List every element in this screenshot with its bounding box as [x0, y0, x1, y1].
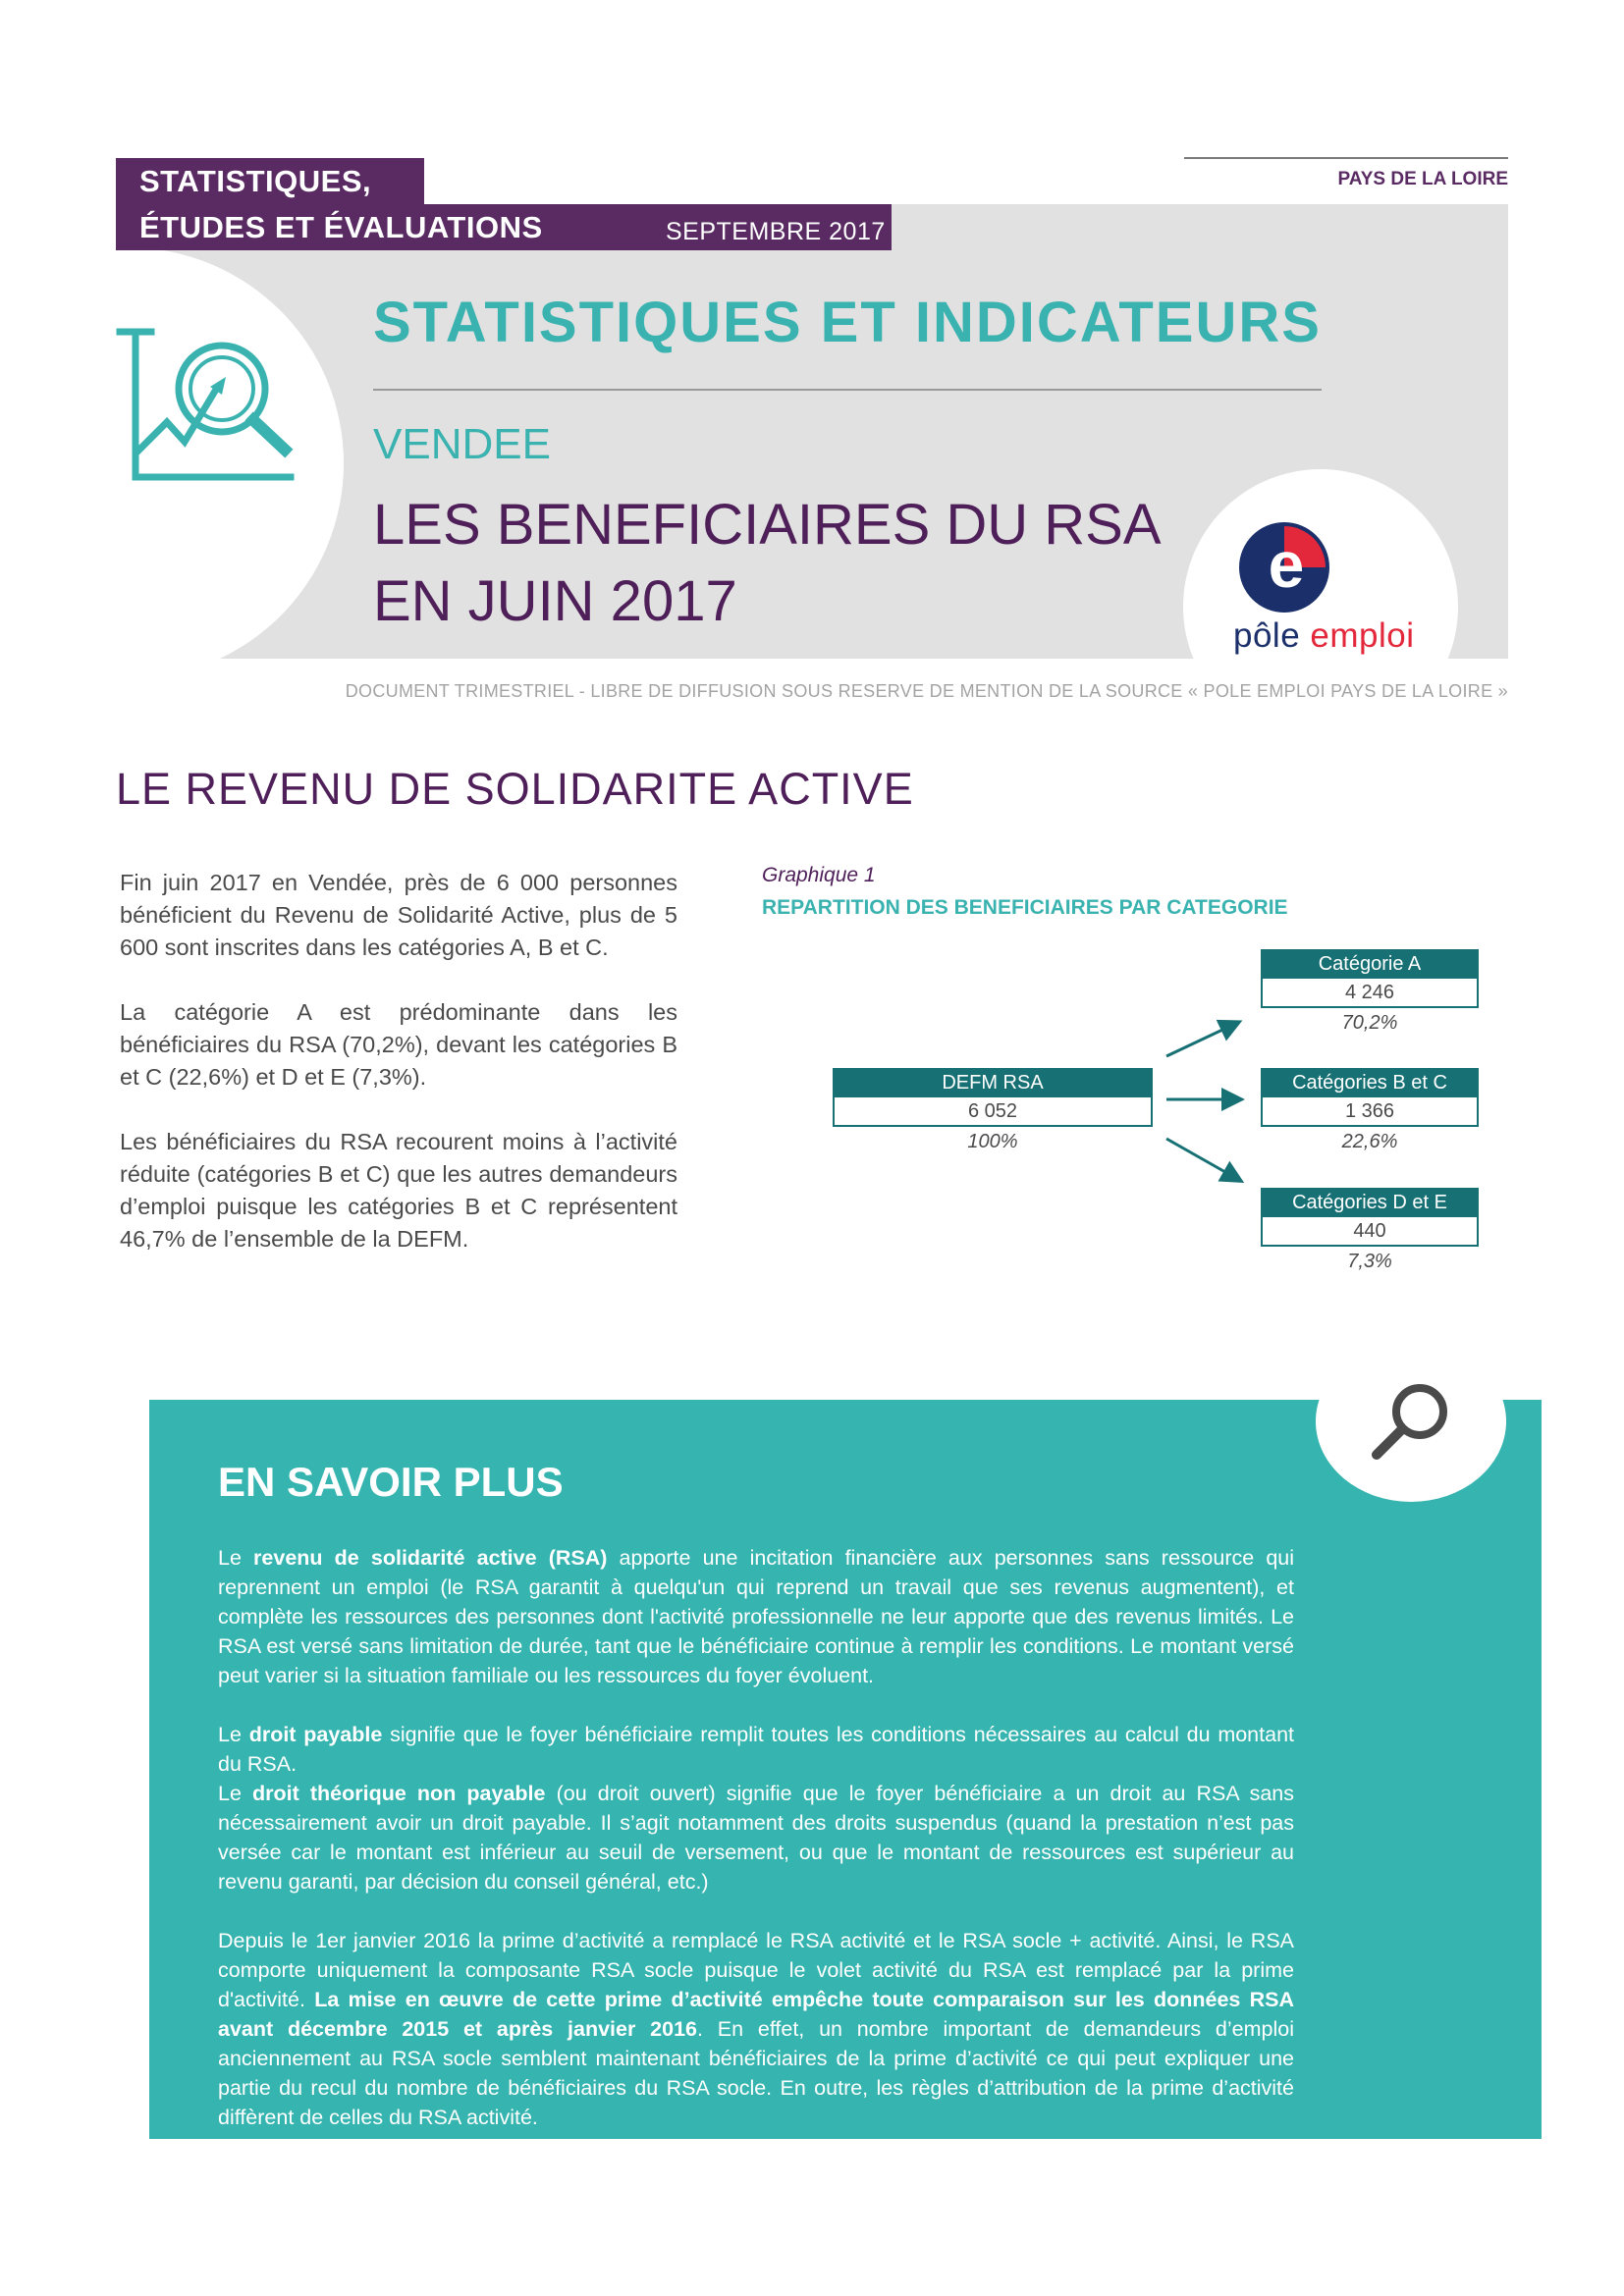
- category-label: Catégorie A: [1261, 949, 1479, 979]
- info-title: EN SAVOIR PLUS: [218, 1459, 564, 1505]
- series-label-text: ÉTUDES ET ÉVALUATIONS: [139, 210, 543, 244]
- intro-paragraph: Fin juin 2017 en Vendée, près de 6 000 personnes bénéficient du Revenu de Solidarité Active, plus de 5 600 sont inscrites dans les catégories A, B et C.: [120, 870, 677, 960]
- total-box: [833, 1068, 1153, 1156]
- series-label-line2: [116, 204, 892, 250]
- statistics-magnifier-icon: [116, 326, 302, 483]
- section-title: LE REVENU DE SOLIDARITE ACTIVE: [116, 764, 914, 814]
- category-de-box: [1261, 1188, 1479, 1276]
- intro-paragraph: La catégorie A est prédominante dans les bénéficiaires du RSA (70,2%), devant les catégories B et C (22,6%) et D et E (7,3%).: [120, 999, 677, 1090]
- category-bc-box: [1261, 1068, 1479, 1156]
- graph-kicker: Graphique 1: [762, 864, 876, 886]
- report-subtitle: [373, 487, 1162, 640]
- category-value: 1 366: [1261, 1097, 1479, 1127]
- info-paragraph-rsa: Le revenu de solidarité active (RSA) apporte une incitation financière aux personnes sans ressource qui reprennent un emploi (le RSA garantit à quelqu'un qui reprend un travail que ses revenus augmentent), et complète les ressources des personnes dont l'activité professionnelle ne leur apporte que des revenus limités. Le RSA est versé sans limitation de durée, tant que le bénéficiaire continue à remplir les conditions. Le montant versé peut varier si la situation familiale ou les ressources du foyer évoluent.: [218, 1546, 1295, 1687]
- pole-emploi-wordmark: [1233, 616, 1415, 656]
- arrow-to-category-a: [1166, 1023, 1237, 1056]
- region-label: PAYS DE LA LOIRE: [1337, 169, 1508, 189]
- total-percent: 100%: [967, 1131, 1018, 1152]
- info-paragraph-droit-payable: Le droit payable signifie que le foyer bénéficiaire remplit toutes les conditions nécessaires au calcul du montant du RSA.: [218, 1723, 1295, 1776]
- department-name: VENDEE: [373, 420, 551, 468]
- series-label-line1: STATISTIQUES,: [116, 158, 424, 205]
- category-label: Catégories D et E: [1261, 1188, 1479, 1217]
- magnifier-icon: [1363, 1372, 1461, 1470]
- category-percent: 70,2%: [1341, 1012, 1398, 1034]
- info-paragraph-droit-theorique: Le droit théorique non payable (ou droit ouvert) signifie que le foyer bénéficiaire a un droit au RSA sans nécessairement avoir un droit payable. Il s’agit notamment des droits suspendus (quand la prestation n’est pas versée car le montant est inférieur au seuil de versement, ou que le montant de ressources est supérieur au revenu garanti, par décision du conseil général, etc.): [218, 1782, 1294, 1894]
- category-value: 440: [1261, 1217, 1479, 1247]
- info-paragraph-prime-activite: Depuis le 1er janvier 2016 la prime d’activité a remplacé le RSA activité et le RSA socle + activité. Ainsi, le RSA comporte uniquement la composante RSA socle puisque le volet activité du RSA est remplacé par la prime d'activité. La mise en œuvre de cette prime d’activité empêche toute comparaison sur les données RSA avant décembre 2015 et après janvier 2016. En effet, un nombre important de demandeurs d’emploi anciennement au RSA socle semblent maintenant bénéficiaires de la prime d’activité ce qui peut expliquer une partie du recul du nombre de bénéficiaires du RSA socle. En outre, les règles d’attribution de la prime d’activité diffèrent de celles du RSA activité.: [218, 1929, 1294, 2129]
- category-a-box: [1261, 949, 1479, 1038]
- category-value: 4 246: [1261, 979, 1479, 1008]
- main-title: STATISTIQUES ET INDICATEURS: [373, 291, 1322, 354]
- category-label: Catégories B et C: [1261, 1068, 1479, 1097]
- pole-emploi-logo-icon: [1235, 518, 1339, 614]
- logo-text-pole: pôle: [1233, 616, 1301, 655]
- flow-arrows: [1149, 1009, 1257, 1205]
- logo-text-emploi: emploi: [1300, 616, 1415, 655]
- svg-text:e: e: [1268, 528, 1305, 601]
- arrow-to-category-de: [1166, 1139, 1239, 1180]
- graph-title: REPARTITION DES BENEFICIAIRES PAR CATEGORIE: [762, 896, 1288, 919]
- info-body: [218, 1543, 1294, 2162]
- total-value: 6 052: [833, 1097, 1153, 1127]
- intro-text: [120, 867, 677, 1288]
- subtitle-line-1: LES BENEFICIAIRES DU RSA: [373, 493, 1162, 557]
- publication-date: SEPTEMBRE 2017: [666, 218, 886, 245]
- subtitle-line-2: EN JUIN 2017: [373, 569, 737, 633]
- disclaimer: DOCUMENT TRIMESTRIEL - LIBRE DE DIFFUSION SOUS RESERVE DE MENTION DE LA SOURCE « POLE EMPLOI PAYS DE LA LOIRE »: [345, 681, 1508, 701]
- category-percent: 22,6%: [1341, 1131, 1398, 1152]
- intro-paragraph: Les bénéficiaires du RSA recourent moins à l’activité réduite (catégories B et C) que les autres demandeurs d’emploi puisque les catégories B et C représentent 46,7% de l’ensemble de la DEFM.: [120, 1129, 677, 1252]
- category-percent: 7,3%: [1347, 1251, 1392, 1272]
- total-label: DEFM RSA: [833, 1068, 1153, 1097]
- title-divider: [373, 389, 1322, 391]
- region-divider: [1184, 157, 1508, 159]
